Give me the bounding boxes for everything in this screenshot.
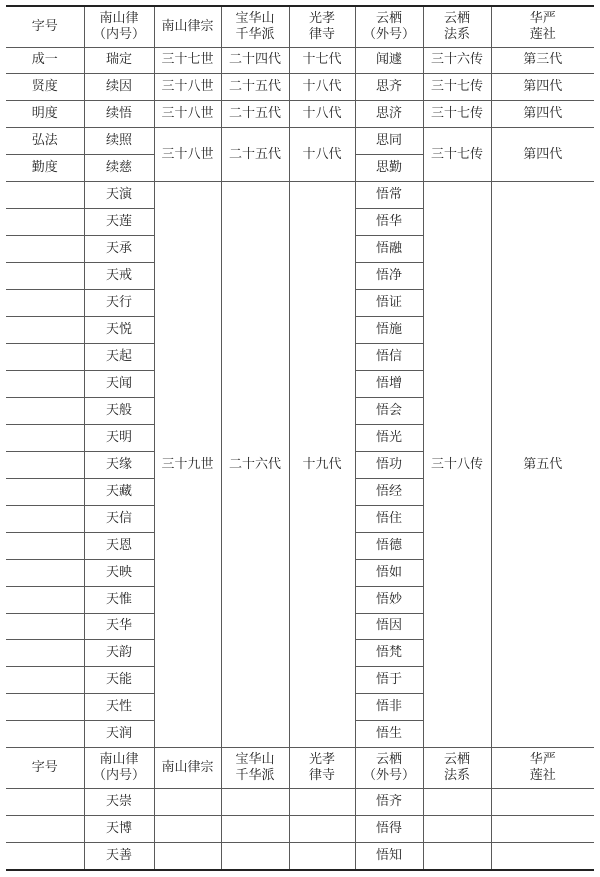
header-yunqi-waihao <box>355 6 423 47</box>
cell-zihao: 成一 <box>6 47 84 74</box>
header-line: （内号） <box>92 26 145 42</box>
cell-zihao: 贤度 <box>6 74 84 101</box>
cell-yunqi-waihao: 悟会 <box>355 397 423 424</box>
cell-yunqi-waihao: 悟信 <box>355 343 423 370</box>
cell-zihao <box>6 532 84 559</box>
cell-yunqi-waihao: 思勤 <box>355 155 423 182</box>
table-row <box>6 816 594 843</box>
cell-baohua-qianhua: 二十五代 <box>221 101 289 128</box>
cell-yunqi-waihao: 悟德 <box>355 532 423 559</box>
cell-yunqi-waihao: 悟因 <box>355 613 423 640</box>
header-line: 律寺 <box>308 26 335 42</box>
cell-zihao <box>6 789 84 816</box>
cell-nanshan-zong <box>154 789 221 816</box>
cell-yunqi-waihao: 悟证 <box>355 290 423 317</box>
cell-neihao: 天信 <box>84 505 154 532</box>
table-row <box>6 101 594 128</box>
cell-yunqi-waihao: 悟增 <box>355 370 423 397</box>
cell-zihao <box>6 505 84 532</box>
cell-zihao <box>6 343 84 370</box>
cell-neihao: 天承 <box>84 236 154 263</box>
cell-baohua-qianhua: 二十六代 <box>221 182 289 748</box>
cell-zihao <box>6 559 84 586</box>
cell-zihao <box>6 816 84 843</box>
header-baohua-qianhua <box>221 748 289 789</box>
cell-zihao <box>6 317 84 344</box>
header-line: （内号） <box>92 768 145 784</box>
cell-neihao: 天莲 <box>84 209 154 236</box>
cell-baohua-qianhua <box>221 816 289 843</box>
cell-neihao: 天博 <box>84 816 154 843</box>
cell-neihao: 天性 <box>84 694 154 721</box>
cell-guangxiao-lusi: 十八代 <box>289 101 355 128</box>
cell-neihao: 天韵 <box>84 640 154 667</box>
table-row <box>6 789 594 816</box>
cell-zihao <box>6 451 84 478</box>
cell-guangxiao-lusi: 十七代 <box>289 47 355 74</box>
cell-zihao <box>6 370 84 397</box>
cell-baohua-qianhua: 二十五代 <box>221 74 289 101</box>
cell-yunqi-waihao: 闻遽 <box>355 47 423 74</box>
header-huayan-lianshe <box>491 748 594 789</box>
cell-nanshan-zong: 三十八世 <box>154 101 221 128</box>
cell-yunqi-faxi <box>423 816 491 843</box>
cell-neihao: 天润 <box>84 721 154 748</box>
cell-neihao: 天华 <box>84 613 154 640</box>
cell-neihao: 天起 <box>84 343 154 370</box>
cell-yunqi-faxi: 三十八传 <box>423 182 491 748</box>
header-yunqi-faxi <box>423 6 491 47</box>
cell-yunqi-waihao: 悟齐 <box>355 789 423 816</box>
cell-baohua-qianhua: 二十五代 <box>221 128 289 182</box>
cell-yunqi-waihao: 悟知 <box>355 843 423 870</box>
cell-zihao <box>6 182 84 209</box>
cell-zihao: 弘法 <box>6 128 84 155</box>
header-line: 云栖 <box>443 10 470 26</box>
header-line: 光孝 <box>308 752 335 768</box>
lineage-table-body <box>6 6 594 870</box>
cell-neihao: 天崇 <box>84 789 154 816</box>
cell-yunqi-waihao: 悟常 <box>355 182 423 209</box>
header-line: 法系 <box>443 26 470 42</box>
cell-huayan-lianshe: 第四代 <box>491 74 594 101</box>
header-line: 宝华山 <box>235 10 275 26</box>
cell-yunqi-waihao: 悟妙 <box>355 586 423 613</box>
cell-neihao: 续悟 <box>84 101 154 128</box>
cell-neihao: 天恩 <box>84 532 154 559</box>
header-line: 华严 <box>529 10 556 26</box>
header-nanshan-zong <box>154 748 221 789</box>
cell-guangxiao-lusi <box>289 789 355 816</box>
header-nanshan-zong <box>154 6 221 47</box>
cell-neihao: 天般 <box>84 397 154 424</box>
cell-nanshan-zong: 三十八世 <box>154 74 221 101</box>
cell-neihao: 天能 <box>84 667 154 694</box>
cell-yunqi-waihao: 悟于 <box>355 667 423 694</box>
header-line: 云栖 <box>443 752 470 768</box>
cell-neihao: 天悦 <box>84 317 154 344</box>
cell-neihao: 天戒 <box>84 263 154 290</box>
cell-zihao <box>6 290 84 317</box>
cell-neihao: 天缘 <box>84 451 154 478</box>
table-row <box>6 128 594 155</box>
cell-huayan-lianshe: 第四代 <box>491 128 594 182</box>
cell-yunqi-faxi: 三十七传 <box>423 101 491 128</box>
cell-yunqi-waihao: 悟如 <box>355 559 423 586</box>
cell-neihao: 天闻 <box>84 370 154 397</box>
header-line: （外号） <box>362 768 415 784</box>
cell-guangxiao-lusi <box>289 843 355 870</box>
cell-yunqi-waihao: 悟生 <box>355 721 423 748</box>
cell-guangxiao-lusi: 十九代 <box>289 182 355 748</box>
cell-guangxiao-lusi: 十八代 <box>289 128 355 182</box>
header-neihao <box>84 6 154 47</box>
cell-yunqi-waihao: 悟非 <box>355 694 423 721</box>
cell-yunqi-waihao: 悟融 <box>355 236 423 263</box>
header-line: 华严 <box>529 752 556 768</box>
cell-zihao <box>6 694 84 721</box>
header-line: 云栖 <box>375 752 402 768</box>
header-line: 莲社 <box>529 768 556 784</box>
cell-yunqi-waihao: 悟住 <box>355 505 423 532</box>
cell-yunqi-waihao: 悟功 <box>355 451 423 478</box>
cell-neihao: 续照 <box>84 128 154 155</box>
header-line: 律寺 <box>308 768 335 784</box>
cell-zihao <box>6 640 84 667</box>
cell-baohua-qianhua: 二十四代 <box>221 47 289 74</box>
cell-neihao: 天善 <box>84 843 154 870</box>
cell-yunqi-waihao: 思济 <box>355 101 423 128</box>
header-line: 千华派 <box>235 26 275 42</box>
cell-zihao: 明度 <box>6 101 84 128</box>
cell-huayan-lianshe: 第三代 <box>491 47 594 74</box>
cell-nanshan-zong <box>154 816 221 843</box>
cell-neihao: 天惟 <box>84 586 154 613</box>
header-huayan-lianshe <box>491 6 594 47</box>
cell-nanshan-zong <box>154 843 221 870</box>
cell-baohua-qianhua <box>221 789 289 816</box>
cell-huayan-lianshe: 第五代 <box>491 182 594 748</box>
cell-yunqi-waihao: 悟经 <box>355 478 423 505</box>
cell-zihao <box>6 843 84 870</box>
header-yunqi-waihao <box>355 748 423 789</box>
cell-zihao <box>6 613 84 640</box>
cell-huayan-lianshe <box>491 789 594 816</box>
cell-zihao <box>6 397 84 424</box>
cell-yunqi-waihao: 悟施 <box>355 317 423 344</box>
cell-neihao: 续因 <box>84 74 154 101</box>
cell-yunqi-faxi: 三十七传 <box>423 74 491 101</box>
header-line: 南山律 <box>99 10 139 26</box>
header-line: 千华派 <box>235 768 275 784</box>
header-line: 南山律宗 <box>161 760 214 776</box>
header-line: 宝华山 <box>235 752 275 768</box>
cell-yunqi-faxi: 三十六传 <box>423 47 491 74</box>
cell-huayan-lianshe <box>491 816 594 843</box>
header-zihao <box>6 6 84 47</box>
cell-zihao <box>6 721 84 748</box>
header-yunqi-faxi <box>423 748 491 789</box>
header-line: 字号 <box>31 18 58 34</box>
cell-zihao <box>6 424 84 451</box>
header-guangxiao-lusi <box>289 748 355 789</box>
header-line: 字号 <box>31 760 58 776</box>
cell-nanshan-zong: 三十九世 <box>154 182 221 748</box>
header-line: 南山律 <box>99 752 139 768</box>
repeated-header-row <box>6 748 594 789</box>
header-neihao <box>84 748 154 789</box>
cell-neihao: 天演 <box>84 182 154 209</box>
cell-huayan-lianshe <box>491 843 594 870</box>
header-row <box>6 6 594 47</box>
cell-yunqi-faxi <box>423 843 491 870</box>
cell-guangxiao-lusi <box>289 816 355 843</box>
cell-huayan-lianshe: 第四代 <box>491 101 594 128</box>
cell-zihao <box>6 263 84 290</box>
table-row <box>6 47 594 74</box>
cell-neihao: 续慈 <box>84 155 154 182</box>
cell-zihao <box>6 209 84 236</box>
cell-yunqi-waihao: 思齐 <box>355 74 423 101</box>
header-line: 南山律宗 <box>161 18 214 34</box>
lineage-table <box>6 5 594 871</box>
cell-neihao: 天行 <box>84 290 154 317</box>
cell-neihao: 天明 <box>84 424 154 451</box>
cell-yunqi-waihao: 悟华 <box>355 209 423 236</box>
cell-zihao <box>6 586 84 613</box>
cell-yunqi-waihao: 思同 <box>355 128 423 155</box>
cell-nanshan-zong: 三十七世 <box>154 47 221 74</box>
cell-yunqi-waihao: 悟光 <box>355 424 423 451</box>
table-row <box>6 74 594 101</box>
header-line: （外号） <box>362 26 415 42</box>
cell-zihao: 勤度 <box>6 155 84 182</box>
cell-neihao: 瑞定 <box>84 47 154 74</box>
cell-nanshan-zong: 三十八世 <box>154 128 221 182</box>
cell-yunqi-waihao: 悟净 <box>355 263 423 290</box>
header-baohua-qianhua <box>221 6 289 47</box>
cell-guangxiao-lusi: 十八代 <box>289 74 355 101</box>
cell-baohua-qianhua <box>221 843 289 870</box>
cell-zihao <box>6 478 84 505</box>
cell-yunqi-waihao: 悟得 <box>355 816 423 843</box>
cell-yunqi-waihao: 悟梵 <box>355 640 423 667</box>
table-row <box>6 843 594 870</box>
header-line: 莲社 <box>529 26 556 42</box>
table-row <box>6 182 594 209</box>
cell-zihao <box>6 236 84 263</box>
header-guangxiao-lusi <box>289 6 355 47</box>
header-line: 云栖 <box>375 10 402 26</box>
header-zihao <box>6 748 84 789</box>
cell-neihao: 天映 <box>84 559 154 586</box>
cell-yunqi-faxi <box>423 789 491 816</box>
cell-neihao: 天藏 <box>84 478 154 505</box>
header-line: 法系 <box>443 768 470 784</box>
header-line: 光孝 <box>308 10 335 26</box>
cell-zihao <box>6 667 84 694</box>
cell-yunqi-faxi: 三十七传 <box>423 128 491 182</box>
